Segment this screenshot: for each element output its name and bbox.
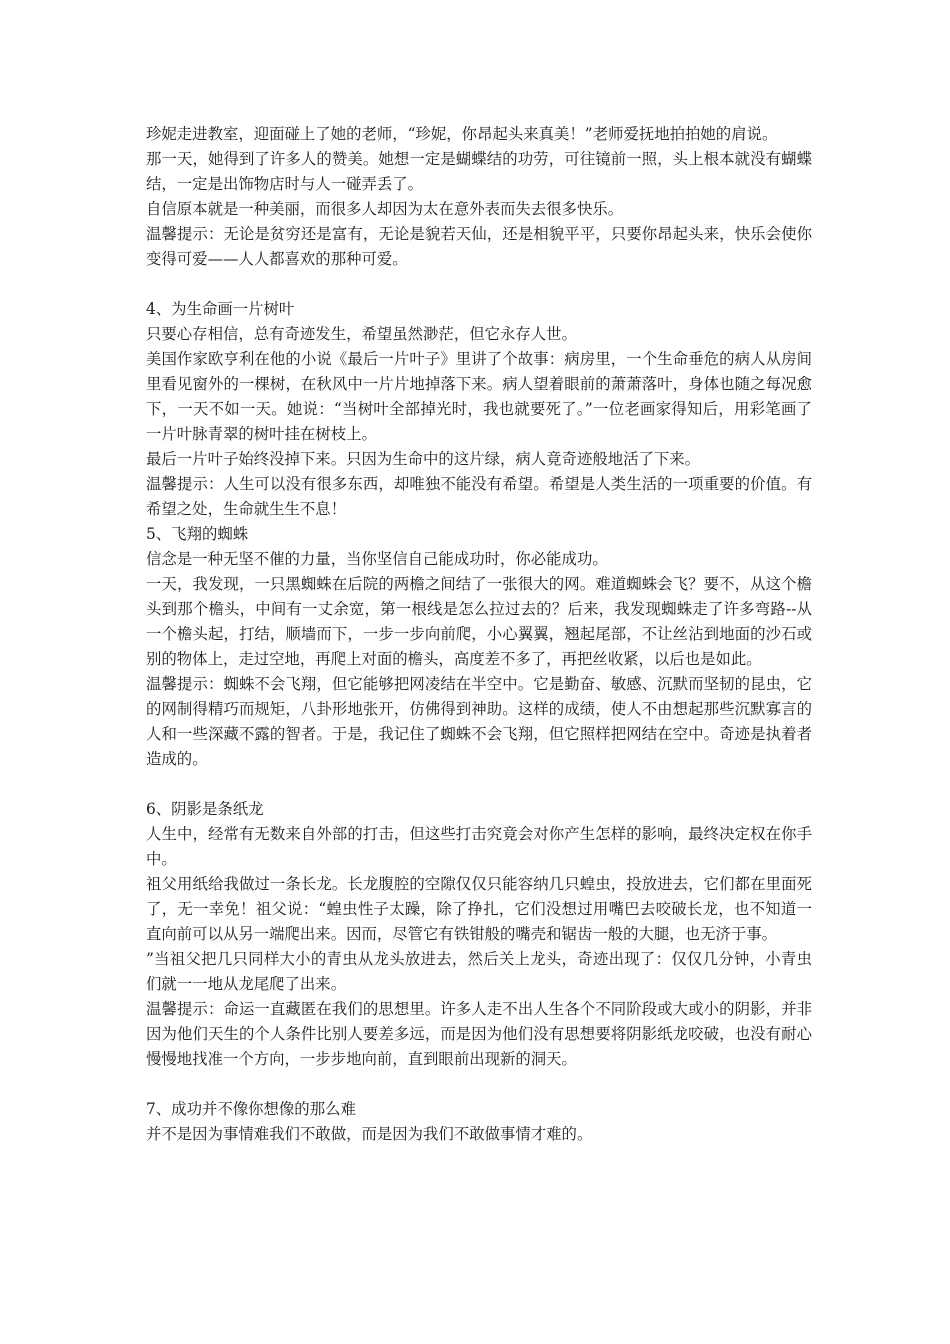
paragraph: 信念是一种无坚不催的力量，当你坚信自己能成功时，你必能成功。 (146, 550, 608, 568)
section-heading: 6、阴影是条纸龙 (146, 800, 264, 818)
blank-line (146, 1072, 812, 1097)
tip-paragraph: 温馨提示：无论是贫穷还是富有，无论是貌若天仙，还是相貌平平，只要你昂起头来，快乐会使你变得可爱——人人都喜欢的那种可爱。 (146, 225, 812, 268)
section-6 (146, 797, 812, 1072)
section-4 (146, 297, 812, 522)
tip-paragraph: 温馨提示：命运一直藏匿在我们的思想里。许多人走不出人生各个不同阶段或大或小的阴影，并非因为他们天生的个人条件比别人要差多远，而是因为他们没有思想要将阴影纸龙咬破，也没有耐心慢慢地找准一个方向，一步步地向前，直到眼前出现新的洞天。 (146, 1000, 812, 1068)
section-heading: 7、成功并不像你想像的那么难 (146, 1100, 356, 1118)
paragraph: 最后一片叶子始终没掉下来。只因为生命中的这片绿，病人竟奇迹般地活了下来。 (146, 450, 701, 468)
tip-paragraph: 温馨提示：人生可以没有很多东西，却唯独不能没有希望。希望是人类生活的一项重要的价值。有希望之处，生命就生生不息！ (146, 475, 812, 518)
paragraph: 自信原本就是一种美丽，而很多人却因为太在意外表而失去很多快乐。 (146, 200, 624, 218)
paragraph: 那一天，她得到了许多人的赞美。她想一定是蝴蝶结的功劳，可往镜前一照，头上根本就没有蝴蝶结，一定是出饰物店时与人一碰弄丢了。 (146, 150, 812, 193)
paragraph: 珍妮走进教室，迎面碰上了她的老师，“珍妮，你昂起头来真美！”老师爱抚地拍拍她的肩说。 (146, 125, 778, 143)
section-heading: 4、为生命画一片树叶 (146, 300, 295, 318)
paragraph: 只要心存相信，总有奇迹发生，希望虽然渺茫，但它永存人世。 (146, 325, 577, 343)
document-page (146, 122, 812, 1147)
blank-line (146, 272, 812, 297)
paragraph: 祖父用纸给我做过一条长龙。长龙腹腔的空隙仅仅只能容纳几只蝗虫，投放进去，它们都在里面死了，无一幸免！祖父说：“蝗虫性子太躁，除了挣扎，它们没想过用嘴巴去咬破长龙，也不知道一直向前可以从另一端爬出来。因而，尽管它有铁钳般的嘴壳和锯齿一般的大腿，也无济于事。 (146, 875, 812, 943)
tip-paragraph: 温馨提示：蜘蛛不会飞翔，但它能够把网凌结在半空中。它是勤奋、敏感、沉默而坚韧的昆虫，它的网制得精巧而规矩，八卦形地张开，仿佛得到神助。这样的成绩，使人不由想起那些沉默寡言的人和一些深藏不露的智者。于是，我记住了蜘蛛不会飞翔，但它照样把网结在空中。奇迹是执着者造成的。 (146, 675, 812, 768)
section-3-body (146, 122, 812, 272)
paragraph: 并不是因为事情难我们不敢做，而是因为我们不敢做事情才难的。 (146, 1125, 593, 1143)
paragraph: 人生中，经常有无数来自外部的打击，但这些打击究竟会对你产生怎样的影响，最终决定权在你手中。 (146, 825, 812, 868)
section-7 (146, 1097, 812, 1147)
section-5 (146, 522, 812, 772)
paragraph: 美国作家欧亨利在他的小说《最后一片叶子》里讲了个故事：病房里，一个生命垂危的病人从房间里看见窗外的一棵树，在秋风中一片片地掉落下来。病人望着眼前的萧萧落叶，身体也随之每况愈下，一天不如一天。她说：“当树叶全部掉光时，我也就要死了。”一位老画家得知后，用彩笔画了一片叶脉青翠的树叶挂在树枝上。 (146, 350, 812, 443)
blank-line (146, 772, 812, 797)
section-heading: 5、飞翔的蜘蛛 (146, 525, 249, 543)
paragraph: 一天，我发现，一只黑蜘蛛在后院的两檐之间结了一张很大的网。难道蜘蛛会飞？要不，从这个檐头到那个檐头，中间有一丈余宽，第一根线是怎么拉过去的？后来，我发现蜘蛛走了许多弯路--从一个檐头起，打结，顺墙而下，一步一步向前爬，小心翼翼，翘起尾部，不让丝沾到地面的沙石或别的物体上，走过空地，再爬上对面的檐头，高度差不多了，再把丝收紧，以后也是如此。 (146, 575, 812, 668)
paragraph: ”当祖父把几只同样大小的青虫从龙头放进去，然后关上龙头，奇迹出现了：仅仅几分钟，小青虫们就一一地从龙尾爬了出来。 (146, 950, 812, 993)
